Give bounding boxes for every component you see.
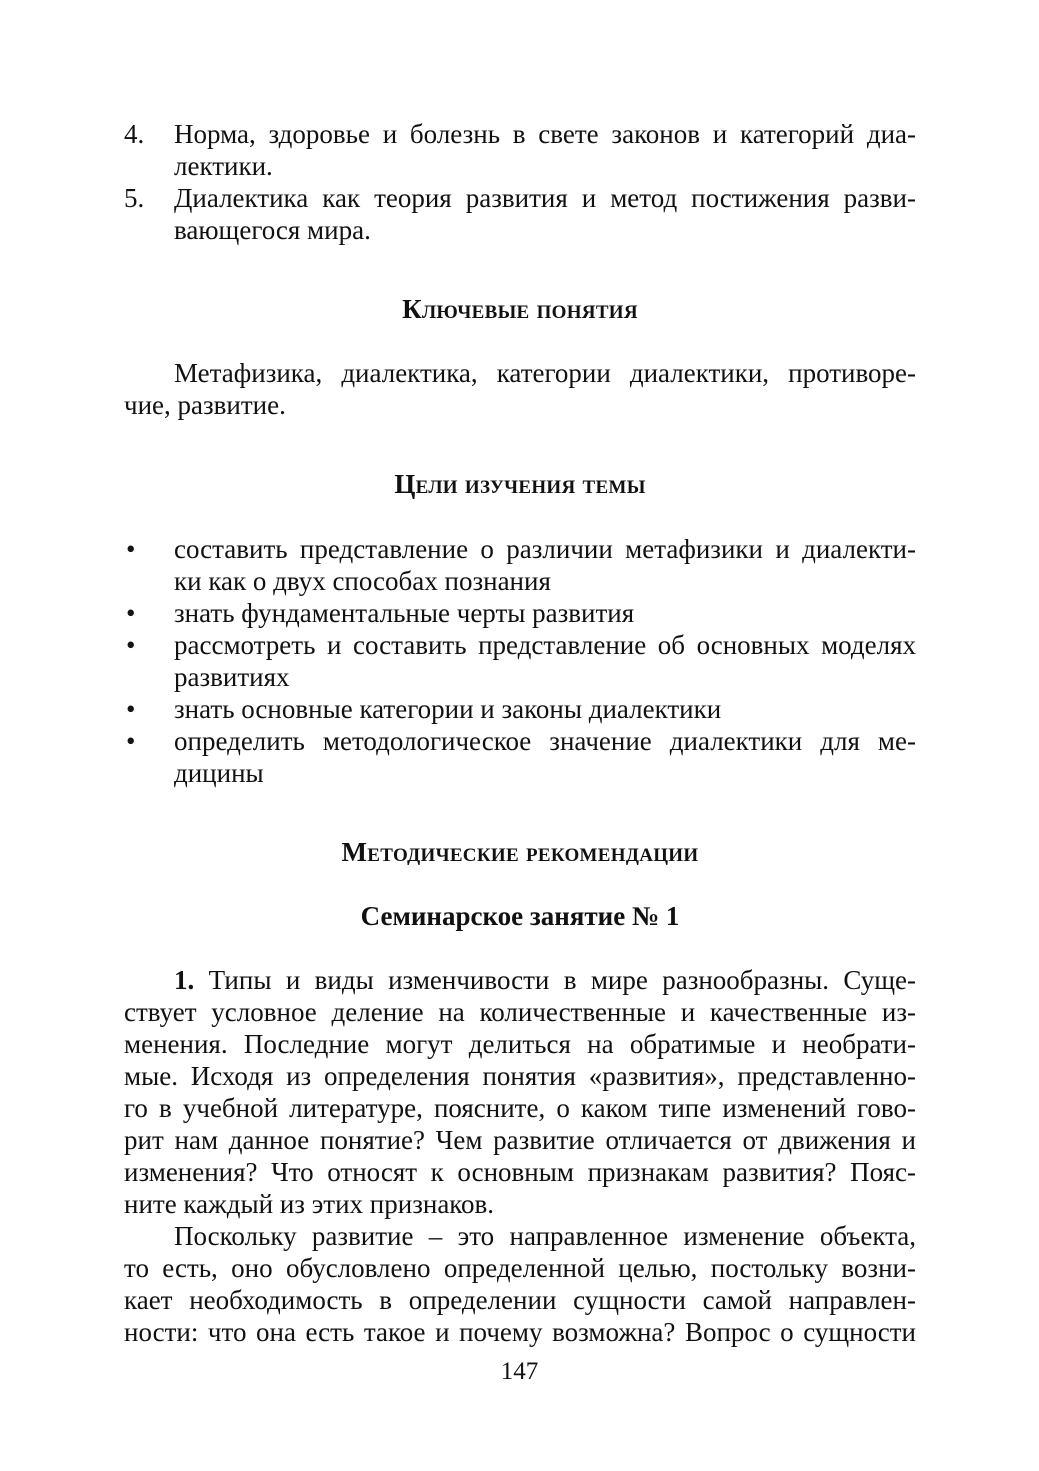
list-item <box>124 693 916 725</box>
list-item <box>124 182 916 246</box>
paragraph-line: ности: что она есть такое и почему возможна? Вопрос о сущности <box>124 1317 916 1347</box>
paragraph-first-line: Типы и виды изменчивости в мире разнообразны. Суще- <box>194 965 916 995</box>
paragraph-line: менения. Последние могут делиться на обратимые и необрати- <box>124 1029 916 1059</box>
page-number: 147 <box>500 1358 539 1385</box>
list-item-line: лектики. <box>174 151 273 181</box>
bullet-marker: • <box>126 598 136 628</box>
list-item <box>124 725 916 789</box>
list-item-line: вающегося мира. <box>174 215 371 245</box>
paragraph-line: то есть, оно обусловлено определенной целью, постольку возни- <box>124 1253 916 1283</box>
list-item-line: ки как о двух способах познания <box>174 566 551 596</box>
numbered-list <box>124 118 916 246</box>
list-item-number: 5. <box>124 183 145 213</box>
seminar-title: Семинарское занятие № 1 <box>360 901 680 931</box>
bullet-marker: • <box>126 694 136 724</box>
paragraph-line: чие, развитие. <box>124 390 286 420</box>
bullet-marker: • <box>126 726 136 756</box>
paragraph-line: изменения? Что относят к основным признакам развития? Пояс- <box>124 1157 916 1187</box>
paragraph-line: го в учебной литературе, поясните, о каком типе изменений гово- <box>124 1093 916 1123</box>
list-item-number: 4. <box>124 119 145 149</box>
list-item-line: составить представление о различии метафизики и диалекти- <box>174 534 916 564</box>
list-item-line: развитиях <box>174 662 290 692</box>
bullet-marker: • <box>126 630 136 660</box>
paragraph-line: Метафизика, диалектика, категории диалектики, противоре- <box>174 358 916 388</box>
seminar-paragraph-2 <box>124 1220 916 1348</box>
seminar-paragraph-1 <box>124 964 916 1220</box>
paragraph-line: кает необходимость в определении сущности самой направлен- <box>124 1285 916 1315</box>
paragraph-line <box>124 964 916 996</box>
list-item-line: Диалектика как теория развития и метод постижения разви- <box>174 183 916 213</box>
list-item-line: знать основные категории и законы диалектики <box>174 694 722 724</box>
paragraph-line: мые. Исходя из определения понятия «развития», представленно- <box>124 1061 916 1091</box>
list-item-line: рассмотреть и составить представление об основных моделях <box>174 630 916 660</box>
key-concepts-heading: Ключевые понятия <box>402 294 638 324</box>
paragraph-number: 1. <box>174 965 195 995</box>
paragraph-line: рит нам данное понятие? Чем развитие отличается от движения и <box>124 1125 916 1155</box>
document-page <box>124 118 916 1348</box>
bullet-marker: • <box>126 534 136 564</box>
list-item <box>124 629 916 693</box>
list-item-line: определить методологическое значение диалектики для ме- <box>174 726 916 756</box>
goals-heading: Цели изучения темы <box>394 469 646 499</box>
list-item-line: дицины <box>174 758 264 788</box>
paragraph-line: ствует условное деление на количественные и качественные из- <box>124 997 916 1027</box>
list-item <box>124 533 916 597</box>
paragraph-line: ните каждый из этих признаков. <box>124 1189 495 1219</box>
methodical-heading: Методические рекомендации <box>341 837 699 867</box>
list-item-line: знать фундаментальные черты развития <box>174 598 635 628</box>
key-concepts-text <box>124 357 916 421</box>
paragraph-line: Поскольку развитие – это направленное изменение объекта, <box>174 1221 916 1251</box>
list-item <box>124 597 916 629</box>
list-item-line: Норма, здоровье и болезнь в свете законов и категорий диа- <box>174 119 916 149</box>
list-item <box>124 118 916 182</box>
goals-list <box>124 533 916 789</box>
